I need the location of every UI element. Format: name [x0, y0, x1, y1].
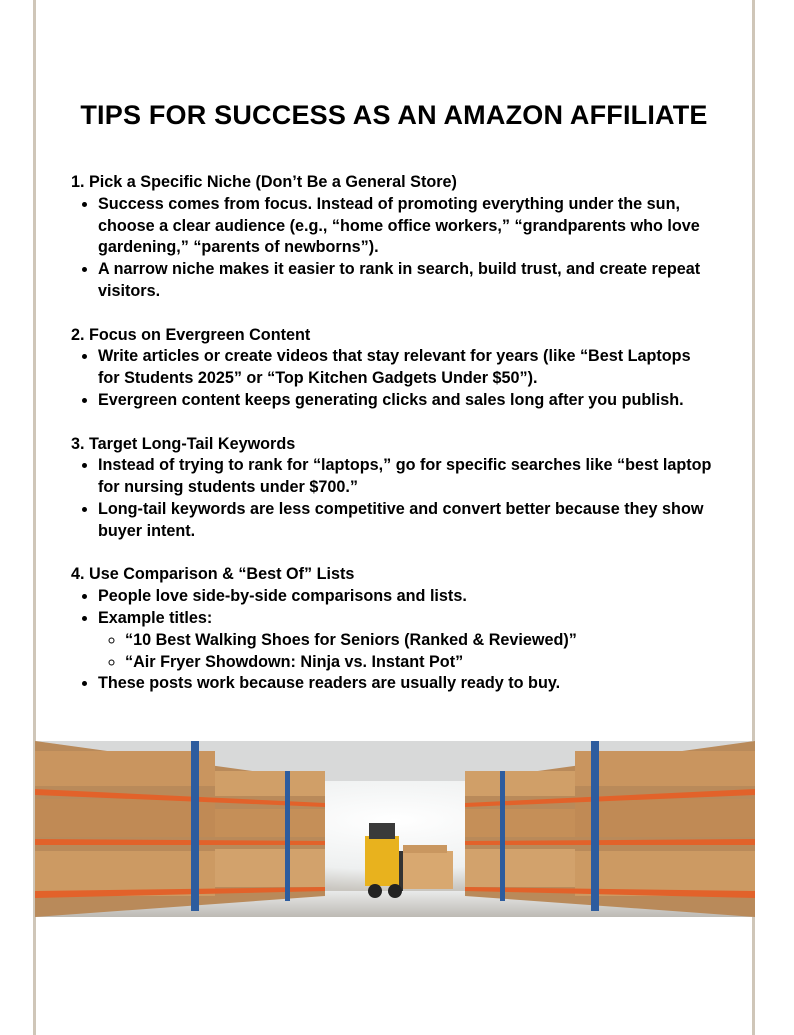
list-item: • Evergreen content keeps generating clicks and sales long after you publish. — [98, 390, 716, 412]
list-item: • A narrow niche makes it easier to rank in search, build trust, and create repeat visitors. — [98, 259, 716, 303]
bullet-list — [71, 194, 716, 303]
sub-list-item: ◦ “10 Best Walking Shoes for Seniors (Ranked & Reviewed)” — [125, 630, 716, 652]
section-heading: 1. Pick a Specific Niche (Don’t Be a General Store) — [71, 173, 457, 191]
warehouse-banner-image — [35, 741, 755, 917]
list-item — [98, 608, 716, 673]
list-item: • Write articles or create videos that stay relevant for years (like “Best Laptops for Students 2025” or “Top Kitchen Gadgets Under $50”). — [98, 346, 716, 390]
sub-bullet-list — [98, 630, 716, 674]
section-heading: 2. Focus on Evergreen Content — [71, 325, 311, 344]
section-heading: 3. Target Long-Tail Keywords — [71, 434, 296, 453]
list-item: • Success comes from focus. Instead of promoting everything under the sun, choose a clear audience (e.g., “home office workers,” “grandparents who love gardening,” “parents of newborns”). — [98, 194, 716, 259]
section-niche — [71, 172, 716, 303]
bullet-list — [71, 455, 716, 542]
list-item: • Instead of trying to rank for “laptops,” go for specific searches like “best laptop for nursing students under $700.” — [98, 455, 716, 499]
list-item: • Long-tail keywords are less competitive and convert better because they show buyer intent. — [98, 499, 716, 543]
page-title: TIPS FOR SUCCESS AS AN AMAZON AFFILIATE — [80, 100, 708, 130]
list-item: • People love side-by-side comparisons and lists. — [98, 586, 716, 608]
section-heading: 4. Use Comparison & “Best Of” Lists — [71, 565, 355, 584]
warehouse-illustration — [35, 741, 755, 917]
sub-list-item: ◦ “Air Fryer Showdown: Ninja vs. Instant Pot” — [125, 652, 716, 674]
bullet-list — [71, 346, 716, 411]
tips-content — [71, 172, 716, 717]
list-item-label: Example titles: — [98, 608, 213, 627]
section-comparison — [71, 564, 716, 695]
list-item: • These posts work because readers are usually ready to buy. — [98, 673, 716, 695]
section-long-tail — [71, 434, 716, 543]
bullet-list — [71, 586, 716, 695]
section-evergreen — [71, 325, 716, 412]
